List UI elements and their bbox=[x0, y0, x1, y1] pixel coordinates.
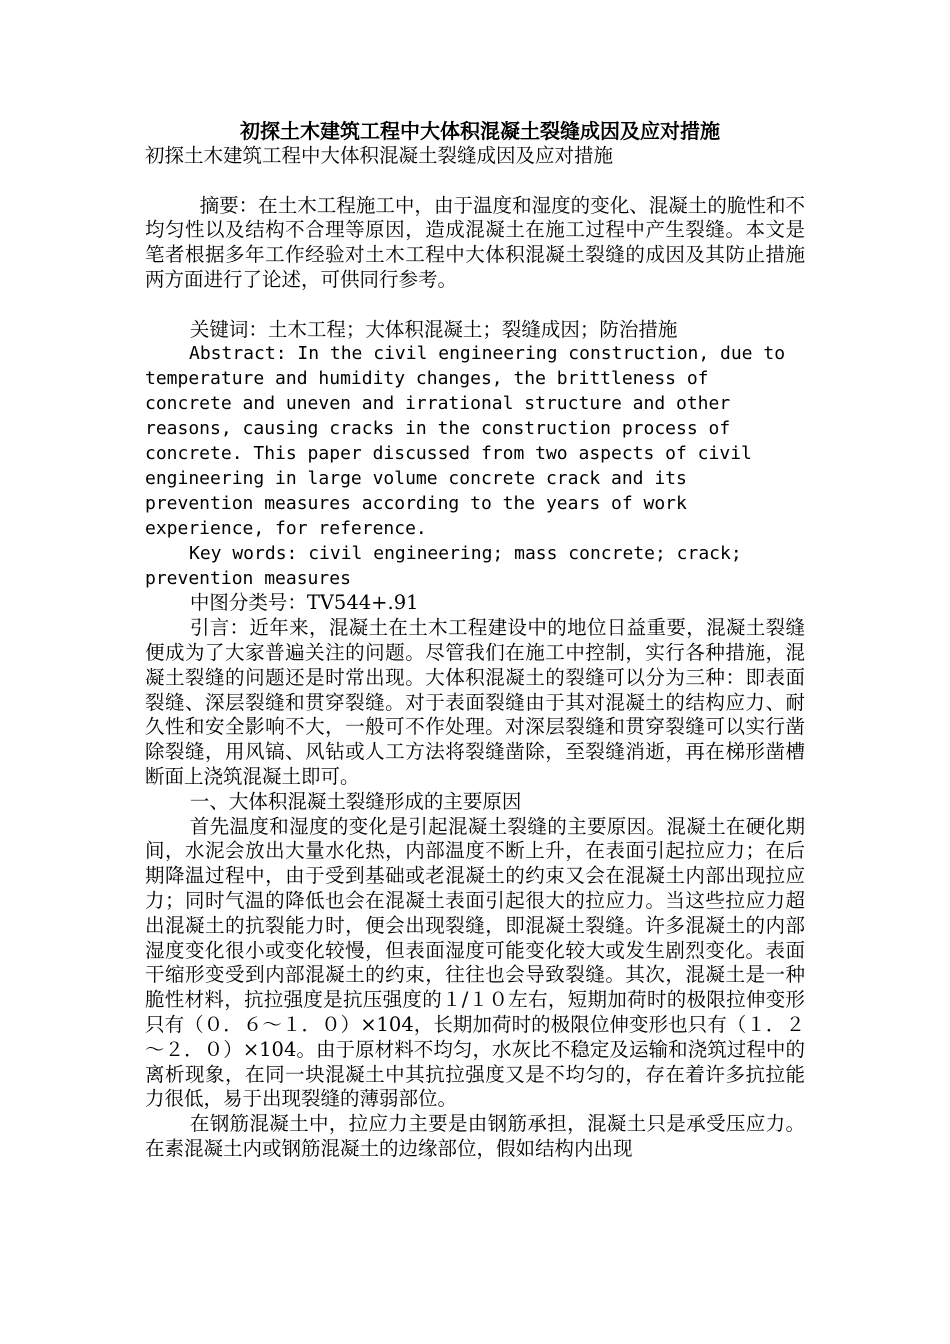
introduction-paragraph: 引言：近年来，混凝土在土木工程建设中的地位日益重要，混凝土裂缝便成为了大家普遍关注的问题。尽管我们在施工中控制，实行各种措施，混凝土裂缝的问题还是时常出现。大体积混凝土的裂缝可以分为三种：即表面裂缝、深层裂缝和贯穿裂缝。对于表面裂缝由于其对混凝土的结构应力、耐久性和安全影响不大，一般可不作处理。对深层裂缝和贯穿裂缝可以实行凿除裂缝，用风镐、风钻或人工方法将裂缝凿除，至裂缝消逝，再在梯形凿槽断面上浇筑混凝土即可。 bbox=[145, 616, 805, 789]
body-paragraph: 首先温度和湿度的变化是引起混凝土裂缝的主要原因。混凝土在硬化期间，水泥会放出大量水化热，内部温度不断上升，在表面引起拉应力；在后期降温过程中，由于受到基础或老混凝土的约束又会在混凝土内部出现拉应力；同时气温的降低也会在混凝土表面引起很大的拉应力。当这些拉应力超出混凝土的抗裂能力时，便会出现裂缝，即混凝土裂缝。许多混凝土的内部湿度变化很小或变化较慢，但表面湿度可能变化较大或发生剧烈变化。表面干缩形变受到内部混凝土的约束，往往也会导致裂缝。其次，混凝土是一种脆性材料，抗拉强度是抗压强度的１/１０左右，短期加荷时的极限拉伸变形只有（０．６～１．０）×104，长期加荷时的极限位伸变形也只有（１．２～２．０）×104。由于原材料不均匀，水灰比不稳定及运输和浇筑过程中的离析现象，在同一块混凝土中其抗拉强度又是不均匀的，存在着许多抗拉能力很低，易于出现裂缝的薄弱部位。 bbox=[145, 814, 805, 1111]
keywords-en: prevention measures bbox=[145, 567, 351, 589]
abstract-en: temperature and humidity changes, the brittleness of concrete and uneven and irrational structure and other reasons, causing cracks in the construction process of concrete. This paper discussed from two aspects of civil engineering in large volume concrete crack and its prevention measures according to the years of work experience, for reference. bbox=[145, 368, 752, 539]
classification-number: 中图分类号：TV544+.91 bbox=[189, 591, 419, 615]
blank-line bbox=[145, 293, 805, 318]
abstract-en-first-line: Abstract: In the civil engineering construction, due to bbox=[189, 343, 786, 365]
abstract-cn: 摘要：在土木工程施工中，由于温度和湿度的变化、混凝土的脆性和不均匀性以及结构不合理等原因，造成混凝土在施工过程中产生裂缝。本文是笔者根据多年工作经验对土木工程中大体积混凝土裂缝的成因及其防止措施两方面进行了论述，可供同行参考。 bbox=[145, 193, 805, 291]
body-paragraph: 在钢筋混凝土中，拉应力主要是由钢筋承担，混凝土只是承受压应力。在素混凝土内或钢筋混凝土的边缘部位，假如结构内出现 bbox=[145, 1112, 805, 1160]
blank-line bbox=[145, 169, 805, 194]
keywords-en-first-line: Key words: civil engineering; mass concrete; crack; bbox=[189, 542, 742, 564]
document-subtitle: 初探土木建筑工程中大体积混凝土裂缝成因及应对措施 bbox=[145, 144, 614, 167]
document-body bbox=[145, 118, 805, 1162]
keywords-cn: 关键词：土木工程；大体积混凝土；裂缝成因；防治措施 bbox=[189, 317, 678, 341]
section-heading: 一、大体积混凝土裂缝形成的主要原因 bbox=[189, 789, 522, 813]
document-title: 初探土木建筑工程中大体积混凝土裂缝成因及应对措施 bbox=[240, 119, 720, 143]
